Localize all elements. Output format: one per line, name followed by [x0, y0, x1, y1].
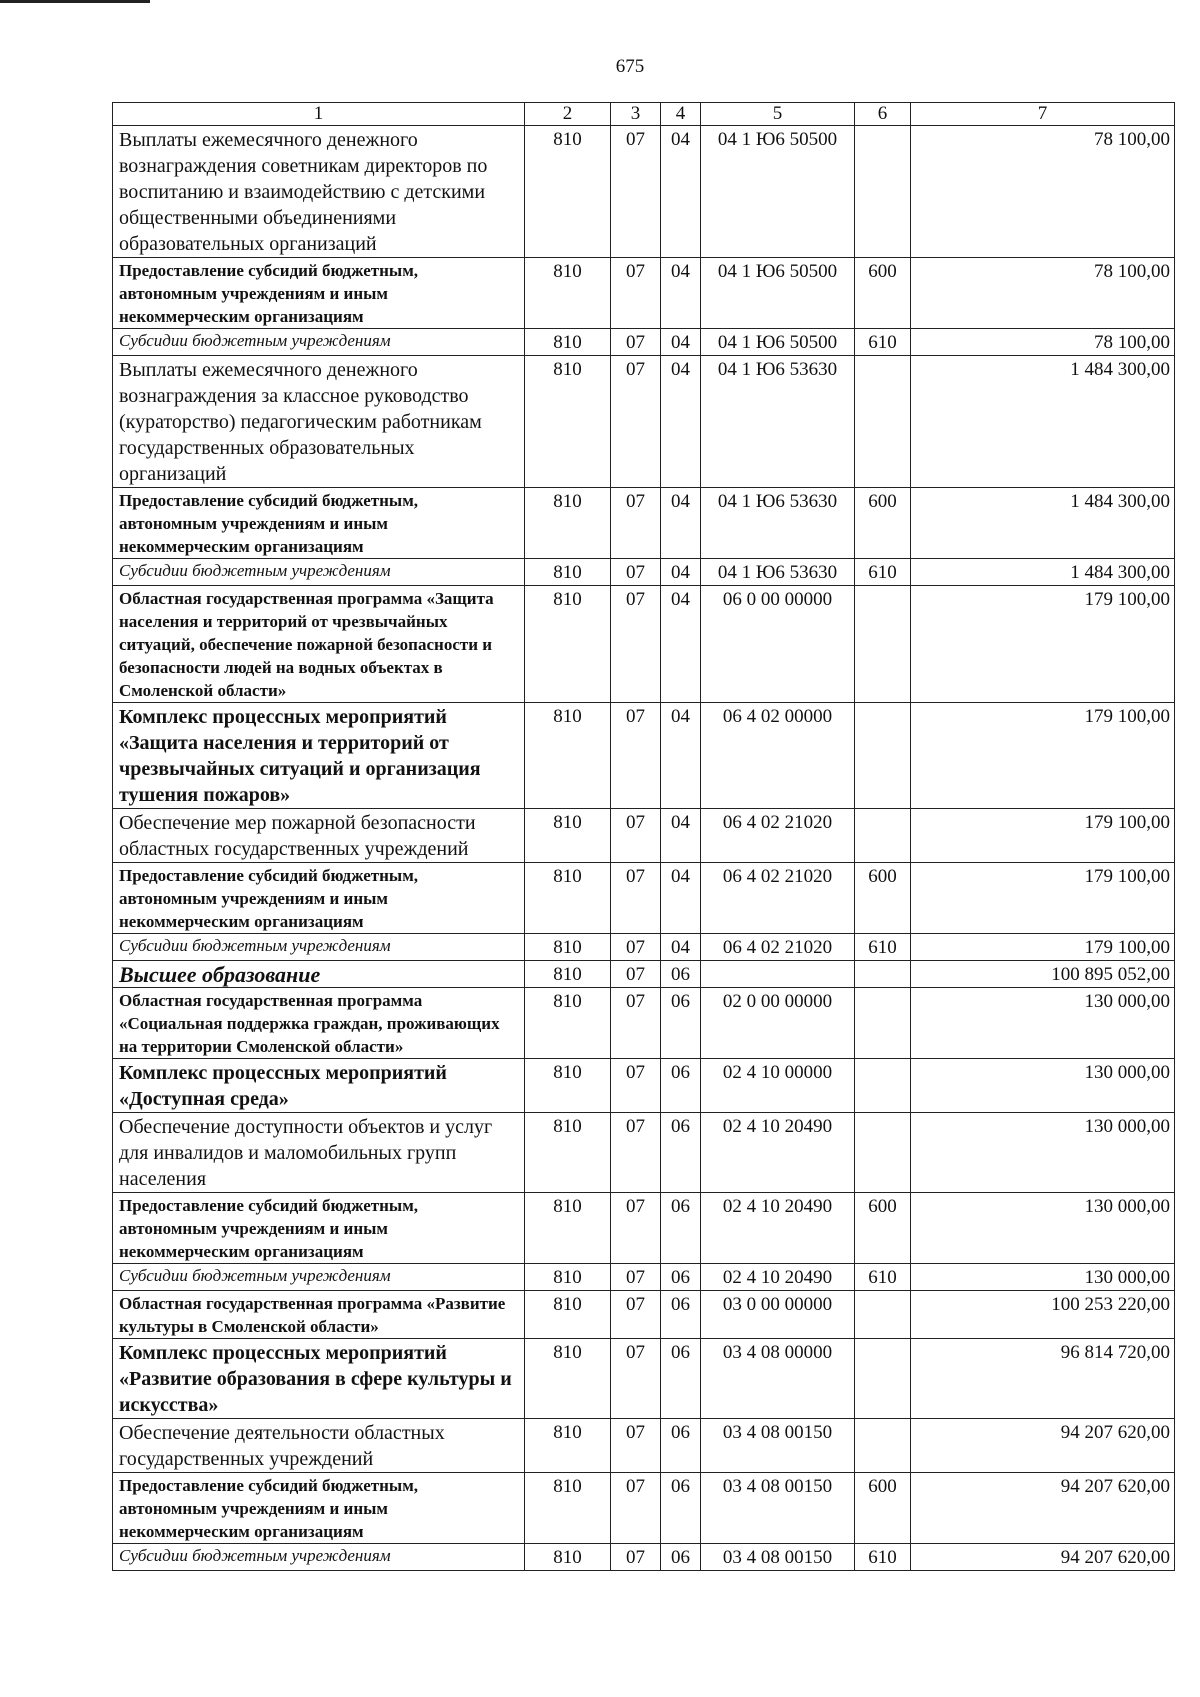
section-code-cell: 07 — [611, 863, 661, 934]
table-row — [113, 1339, 1175, 1419]
amount-cell: 94 207 620,00 — [911, 1544, 1175, 1571]
row-name-cell: Областная государственная программа «Развитие культуры в Смоленской области» — [113, 1291, 525, 1339]
header-col-4: 4 — [661, 103, 701, 126]
section-code-cell: 07 — [611, 586, 661, 703]
table-row — [113, 934, 1175, 961]
table-row — [113, 1419, 1175, 1473]
table-row — [113, 559, 1175, 586]
ministry-code-cell: 810 — [525, 488, 611, 559]
target-article-cell: 04 1 Ю6 50500 — [701, 258, 855, 329]
budget-table — [112, 102, 1175, 1571]
header-col-7: 7 — [911, 103, 1175, 126]
table-row — [113, 1059, 1175, 1113]
amount-cell: 1 484 300,00 — [911, 356, 1175, 488]
row-name-cell: Предоставление субсидий бюджетным, автономным учреждениям и иным некоммерческим организациям — [113, 1193, 525, 1264]
subsection-code-cell: 04 — [661, 703, 701, 809]
row-name-cell: Комплекс процессных мероприятий «Защита населения и территорий от чрезвычайных ситуаций и организация тушения пожаров» — [113, 703, 525, 809]
ministry-code-cell: 810 — [525, 356, 611, 488]
header-col-6: 6 — [855, 103, 911, 126]
section-code-cell: 07 — [611, 258, 661, 329]
ministry-code-cell: 810 — [525, 1264, 611, 1291]
row-name-cell: Предоставление субсидий бюджетным, автономным учреждениям и иным некоммерческим организациям — [113, 258, 525, 329]
expense-type-cell — [855, 586, 911, 703]
row-name-cell: Областная государственная программа «Защита населения и территорий от чрезвычайных ситуаций, обеспечение пожарной безопасности и безопасности людей на водных объектах в Смоленской области» — [113, 586, 525, 703]
subsection-code-cell: 04 — [661, 559, 701, 586]
target-article-cell: 03 4 08 00150 — [701, 1473, 855, 1544]
target-article-cell: 04 1 Ю6 53630 — [701, 356, 855, 488]
row-name-cell: Субсидии бюджетным учреждениям — [113, 934, 525, 961]
section-code-cell: 07 — [611, 988, 661, 1059]
subsection-code-cell: 06 — [661, 1544, 701, 1571]
subsection-code-cell: 06 — [661, 961, 701, 988]
table-row — [113, 258, 1175, 329]
subsection-code-cell: 06 — [661, 1193, 701, 1264]
row-name-cell: Выплаты ежемесячного денежного вознаграждения за классное руководство (кураторство) педагогическим работникам государственных образовательных организаций — [113, 356, 525, 488]
section-code-cell: 07 — [611, 934, 661, 961]
subsection-code-cell: 04 — [661, 356, 701, 488]
amount-cell: 130 000,00 — [911, 1264, 1175, 1291]
expense-type-cell: 610 — [855, 934, 911, 961]
expense-type-cell: 610 — [855, 1264, 911, 1291]
amount-cell: 179 100,00 — [911, 863, 1175, 934]
target-article-cell: 02 4 10 00000 — [701, 1059, 855, 1113]
table-row — [113, 329, 1175, 356]
section-code-cell: 07 — [611, 703, 661, 809]
table-row — [113, 1193, 1175, 1264]
row-name-cell: Субсидии бюджетным учреждениям — [113, 559, 525, 586]
row-name-cell: Субсидии бюджетным учреждениям — [113, 1264, 525, 1291]
expense-type-cell — [855, 1113, 911, 1193]
ministry-code-cell: 810 — [525, 1544, 611, 1571]
row-name-cell: Субсидии бюджетным учреждениям — [113, 1544, 525, 1571]
target-article-cell: 04 1 Ю6 53630 — [701, 559, 855, 586]
header-col-5: 5 — [701, 103, 855, 126]
subsection-code-cell: 06 — [661, 1264, 701, 1291]
section-code-cell: 07 — [611, 559, 661, 586]
subsection-code-cell: 04 — [661, 258, 701, 329]
row-name-cell: Высшее образование — [113, 961, 525, 988]
section-code-cell: 07 — [611, 1113, 661, 1193]
row-name-cell: Предоставление субсидий бюджетным, автономным учреждениям и иным некоммерческим организациям — [113, 863, 525, 934]
section-code-cell: 07 — [611, 1473, 661, 1544]
subsection-code-cell: 04 — [661, 934, 701, 961]
target-article-cell: 02 4 10 20490 — [701, 1113, 855, 1193]
subsection-code-cell: 04 — [661, 488, 701, 559]
section-code-cell: 07 — [611, 1264, 661, 1291]
subsection-code-cell: 04 — [661, 329, 701, 356]
ministry-code-cell: 810 — [525, 1193, 611, 1264]
target-article-cell: 06 4 02 00000 — [701, 703, 855, 809]
expense-type-cell — [855, 126, 911, 258]
ministry-code-cell: 810 — [525, 703, 611, 809]
ministry-code-cell: 810 — [525, 961, 611, 988]
table-row — [113, 356, 1175, 488]
subsection-code-cell: 06 — [661, 988, 701, 1059]
section-code-cell: 07 — [611, 1419, 661, 1473]
subsection-code-cell: 04 — [661, 126, 701, 258]
row-name-cell: Обеспечение деятельности областных государственных учреждений — [113, 1419, 525, 1473]
expense-type-cell — [855, 703, 911, 809]
row-name-cell: Субсидии бюджетным учреждениям — [113, 329, 525, 356]
expense-type-cell — [855, 1339, 911, 1419]
table-row — [113, 961, 1175, 988]
ministry-code-cell: 810 — [525, 988, 611, 1059]
ministry-code-cell: 810 — [525, 809, 611, 863]
target-article-cell: 02 0 00 00000 — [701, 988, 855, 1059]
subsection-code-cell: 06 — [661, 1419, 701, 1473]
row-name-cell: Предоставление субсидий бюджетным, автономным учреждениям и иным некоммерческим организациям — [113, 1473, 525, 1544]
table-row — [113, 988, 1175, 1059]
subsection-code-cell: 06 — [661, 1291, 701, 1339]
subsection-code-cell: 04 — [661, 586, 701, 703]
row-name-cell: Областная государственная программа «Социальная поддержка граждан, проживающих на территории Смоленской области» — [113, 988, 525, 1059]
target-article-cell: 03 4 08 00150 — [701, 1419, 855, 1473]
expense-type-cell — [855, 961, 911, 988]
expense-type-cell — [855, 356, 911, 488]
table-row — [113, 1544, 1175, 1571]
ministry-code-cell: 810 — [525, 1339, 611, 1419]
expense-type-cell: 600 — [855, 1473, 911, 1544]
subsection-code-cell: 06 — [661, 1113, 701, 1193]
amount-cell: 96 814 720,00 — [911, 1339, 1175, 1419]
table-row — [113, 1264, 1175, 1291]
top-rule — [0, 0, 150, 3]
expense-type-cell — [855, 1291, 911, 1339]
amount-cell: 130 000,00 — [911, 1193, 1175, 1264]
section-code-cell: 07 — [611, 961, 661, 988]
amount-cell: 1 484 300,00 — [911, 559, 1175, 586]
amount-cell: 179 100,00 — [911, 703, 1175, 809]
expense-type-cell — [855, 809, 911, 863]
section-code-cell: 07 — [611, 1193, 661, 1264]
ministry-code-cell: 810 — [525, 1473, 611, 1544]
section-code-cell: 07 — [611, 126, 661, 258]
amount-cell: 1 484 300,00 — [911, 488, 1175, 559]
ministry-code-cell: 810 — [525, 1113, 611, 1193]
subsection-code-cell: 04 — [661, 809, 701, 863]
table-row — [113, 809, 1175, 863]
row-name-cell: Предоставление субсидий бюджетным, автономным учреждениям и иным некоммерческим организациям — [113, 488, 525, 559]
ministry-code-cell: 810 — [525, 934, 611, 961]
section-code-cell: 07 — [611, 356, 661, 488]
subsection-code-cell: 04 — [661, 863, 701, 934]
expense-type-cell — [855, 988, 911, 1059]
target-article-cell: 04 1 Ю6 53630 — [701, 488, 855, 559]
subsection-code-cell: 06 — [661, 1473, 701, 1544]
target-article-cell: 03 0 00 00000 — [701, 1291, 855, 1339]
amount-cell: 179 100,00 — [911, 934, 1175, 961]
header-col-1: 1 — [113, 103, 525, 126]
table-row — [113, 1291, 1175, 1339]
row-name-cell: Комплекс процессных мероприятий «Развитие образования в сфере культуры и искусства» — [113, 1339, 525, 1419]
table-row — [113, 1473, 1175, 1544]
expense-type-cell — [855, 1419, 911, 1473]
row-name-cell: Выплаты ежемесячного денежного вознаграждения советникам директоров по воспитанию и взаимодействию с детскими общественными объединениями образовательных организаций — [113, 126, 525, 258]
ministry-code-cell: 810 — [525, 1059, 611, 1113]
expense-type-cell: 600 — [855, 258, 911, 329]
subsection-code-cell: 06 — [661, 1059, 701, 1113]
header-col-3: 3 — [611, 103, 661, 126]
row-name-cell: Обеспечение доступности объектов и услуг для инвалидов и маломобильных групп населения — [113, 1113, 525, 1193]
amount-cell: 78 100,00 — [911, 329, 1175, 356]
amount-cell: 179 100,00 — [911, 586, 1175, 703]
ministry-code-cell: 810 — [525, 586, 611, 703]
target-article-cell — [701, 961, 855, 988]
ministry-code-cell: 810 — [525, 258, 611, 329]
expense-type-cell: 600 — [855, 1193, 911, 1264]
table-row — [113, 703, 1175, 809]
subsection-code-cell: 06 — [661, 1339, 701, 1419]
expense-type-cell: 610 — [855, 1544, 911, 1571]
row-name-cell: Обеспечение мер пожарной безопасности областных государственных учреждений — [113, 809, 525, 863]
amount-cell: 94 207 620,00 — [911, 1419, 1175, 1473]
target-article-cell: 06 0 00 00000 — [701, 586, 855, 703]
section-code-cell: 07 — [611, 1339, 661, 1419]
amount-cell: 78 100,00 — [911, 126, 1175, 258]
target-article-cell: 04 1 Ю6 50500 — [701, 329, 855, 356]
amount-cell: 130 000,00 — [911, 1113, 1175, 1193]
amount-cell: 179 100,00 — [911, 809, 1175, 863]
amount-cell: 130 000,00 — [911, 988, 1175, 1059]
section-code-cell: 07 — [611, 1544, 661, 1571]
ministry-code-cell: 810 — [525, 1419, 611, 1473]
target-article-cell: 03 4 08 00000 — [701, 1339, 855, 1419]
amount-cell: 100 895 052,00 — [911, 961, 1175, 988]
section-code-cell: 07 — [611, 1059, 661, 1113]
section-code-cell: 07 — [611, 1291, 661, 1339]
header-col-2: 2 — [525, 103, 611, 126]
section-code-cell: 07 — [611, 488, 661, 559]
expense-type-cell: 600 — [855, 863, 911, 934]
header-row — [113, 103, 1175, 126]
table-row — [113, 126, 1175, 258]
amount-cell: 100 253 220,00 — [911, 1291, 1175, 1339]
amount-cell: 130 000,00 — [911, 1059, 1175, 1113]
ministry-code-cell: 810 — [525, 1291, 611, 1339]
expense-type-cell: 600 — [855, 488, 911, 559]
target-article-cell: 06 4 02 21020 — [701, 934, 855, 961]
page-number: 675 — [615, 56, 645, 77]
amount-cell: 78 100,00 — [911, 258, 1175, 329]
table-row — [113, 863, 1175, 934]
section-code-cell: 07 — [611, 329, 661, 356]
expense-type-cell: 610 — [855, 559, 911, 586]
ministry-code-cell: 810 — [525, 126, 611, 258]
table-row — [113, 488, 1175, 559]
section-code-cell: 07 — [611, 809, 661, 863]
target-article-cell: 03 4 08 00150 — [701, 1544, 855, 1571]
target-article-cell: 02 4 10 20490 — [701, 1193, 855, 1264]
expense-type-cell — [855, 1059, 911, 1113]
table-row — [113, 1113, 1175, 1193]
ministry-code-cell: 810 — [525, 863, 611, 934]
target-article-cell: 04 1 Ю6 50500 — [701, 126, 855, 258]
target-article-cell: 06 4 02 21020 — [701, 809, 855, 863]
target-article-cell: 06 4 02 21020 — [701, 863, 855, 934]
amount-cell: 94 207 620,00 — [911, 1473, 1175, 1544]
ministry-code-cell: 810 — [525, 559, 611, 586]
ministry-code-cell: 810 — [525, 329, 611, 356]
row-name-cell: Комплекс процессных мероприятий «Доступная среда» — [113, 1059, 525, 1113]
expense-type-cell: 610 — [855, 329, 911, 356]
target-article-cell: 02 4 10 20490 — [701, 1264, 855, 1291]
table-row — [113, 586, 1175, 703]
